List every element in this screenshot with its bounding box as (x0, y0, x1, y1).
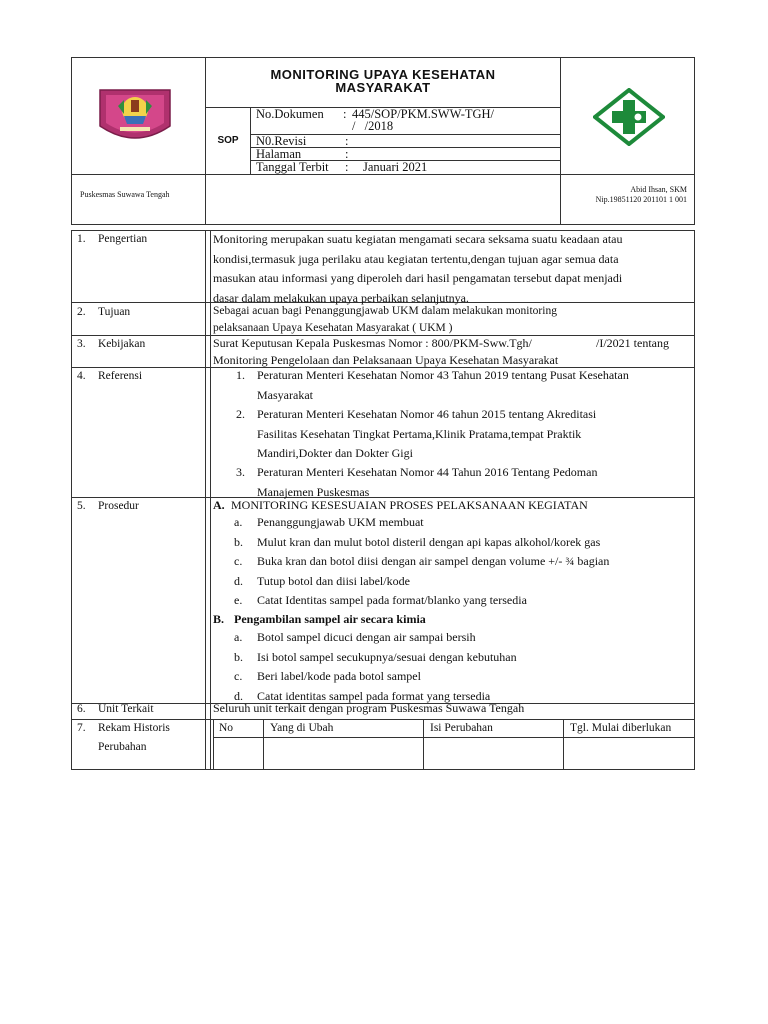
list-text: Mulut kran dan mulut botol disteril dengan api kapas alkohol/korek gas (257, 534, 601, 549)
list-text: Tutup botol dan diisi label/kode (257, 573, 410, 588)
referensi-item (257, 366, 629, 405)
text-line: pelaksanaan Upaya Kesehatan Masyarakat ( UKM ) (213, 322, 453, 334)
label-line: Rekam Historis (98, 722, 170, 734)
text-line: Peraturan Menteri Kesehatan Nomor 46 tahun 2015 tentang Akreditasi (257, 407, 597, 421)
section-b-list (234, 628, 517, 706)
revision-label: N0.Revisi (256, 134, 307, 148)
row-number: 5. (77, 500, 86, 512)
organization-name: Puskesmas Suwawa Tengah (80, 190, 170, 199)
doc-number-value: 445/SOP/PKM.SWW-TGH/ (352, 107, 495, 121)
title-line-1: MONITORING UPAYA KESEHATAN (270, 67, 496, 82)
referensi-item-number: 2. (236, 407, 245, 421)
puskesmas-cross-logo (593, 88, 665, 146)
list-text: Buka kran dan botol diisi dengan air sampel dengan volume +/- ¾ bagian (257, 554, 610, 568)
list-item (234, 552, 610, 572)
text-line: Mandiri,Dokter dan Dokter Gigi (257, 446, 413, 460)
list-item (234, 628, 476, 648)
text-line: Masyarakat (257, 387, 313, 402)
regency-emblem-logo (96, 86, 174, 146)
row-number: 6. (77, 703, 86, 715)
page-sep: : (345, 147, 349, 161)
list-letter: d. (234, 573, 243, 588)
title-line-2: MASYARAKAT (335, 80, 431, 95)
kebijakan-line-1b: /I/2021 tentang (596, 336, 669, 350)
list-item (234, 572, 410, 592)
list-letter: c. (234, 554, 243, 568)
history-col-header: Tgl. Mulai diberlukan (570, 722, 672, 734)
text-line: Peraturan Menteri Kesehatan Nomor 44 Tahun 2016 Tentang Pedoman (257, 465, 598, 479)
list-letter: c. (234, 669, 243, 683)
row-label-tujuan: Tujuan (98, 306, 131, 318)
doc-number-label: No.Dokumen (256, 107, 324, 121)
list-text: Botol sampel dicuci dengan air sampai bersih (257, 630, 476, 644)
label-line: Perubahan (98, 741, 147, 753)
row-label-pengertian: Pengertian (98, 233, 148, 245)
list-letter: e. (234, 593, 243, 607)
row-number: 7. (77, 722, 86, 734)
list-text: Beri label/kode pada botol sampel (257, 669, 421, 683)
issue-date-sep: : (345, 160, 349, 174)
signer-name: Abid Ihsan, SKM (630, 185, 687, 194)
text-line: dasar dalam melakukan upaya perbaikan selanjutnya. (213, 290, 469, 305)
history-col-header: Yang di Ubah (270, 722, 334, 734)
text-line: Sebagai acuan bagi Penanggungjawab UKM dalam melakukan monitoring (213, 305, 557, 317)
row-number: 2. (77, 306, 86, 318)
row-label-prosedur: Prosedur (98, 500, 139, 512)
list-item (234, 533, 601, 553)
document-title (206, 68, 560, 94)
list-text: Penanggungjawab UKM membuat (257, 515, 424, 529)
pengertian-text (213, 230, 623, 308)
list-letter: a. (234, 515, 243, 529)
revision-sep: : (345, 134, 349, 148)
kebijakan-line-2: Monitoring Pengelolaan dan Pelaksanaan Upaya Kesehatan Masyarakat (213, 353, 559, 367)
history-col-header: Isi Perubahan (430, 722, 493, 734)
text-line: kondisi,termasuk juga perilaku atau kegiatan tertentu,dengan tujuan agar semua data (213, 251, 619, 266)
referensi-item-number: 3. (236, 465, 245, 479)
doc-number-row (256, 107, 495, 121)
unit-terkait-text: Seluruh unit terkait dengan program Puskesmas Suwawa Tengah (213, 701, 525, 715)
section-b-letter: B. (213, 612, 225, 626)
list-item (234, 513, 424, 533)
row-number: 3. (77, 338, 86, 350)
referensi-item-number: 1. (236, 368, 245, 382)
row-label-kebijakan: Kebijakan (98, 338, 146, 350)
list-text: Catat identitas sampel pada format yang tersedia (257, 688, 491, 703)
referensi-item (257, 405, 596, 464)
text-line: Monitoring merupakan suatu kegiatan mengamati secara seksama suatu keadaan atau (213, 232, 623, 246)
row-label-rekam-historis (98, 719, 170, 757)
list-text: Isi botol sampel secukupnya/sesuai dengan kebutuhan (257, 649, 517, 664)
history-col-header: No (219, 722, 234, 734)
row-number: 4. (77, 370, 86, 382)
row-number: 1. (77, 233, 86, 245)
section-a-title: MONITORING KESESUAIAN PROSES PELAKSANAAN KEGIATAN (231, 498, 588, 512)
list-letter: a. (234, 630, 243, 644)
list-text: Catat Identitas sampel pada format/blanko yang tersedia (257, 593, 527, 607)
list-letter: b. (234, 534, 243, 549)
list-letter: d. (234, 688, 243, 703)
sop-label: SOP (217, 135, 239, 146)
tujuan-text (213, 302, 557, 338)
list-item (234, 667, 421, 687)
doc-number-value-line2: / /2018 (352, 119, 394, 133)
page-label: Halaman (256, 147, 302, 161)
issue-date-row (256, 160, 428, 174)
row-label-referensi: Referensi (98, 370, 143, 382)
text-line: Peraturan Menteri Kesehatan Nomor 43 Tahun 2019 tentang Pusat Kesehatan (257, 368, 629, 382)
text-line: Fasilitas Kesehatan Tingkat Pertama,Klinik Pratama,tempat Praktik (257, 426, 582, 441)
section-a-letter: A. (213, 498, 225, 512)
row-label-unit-terkait: Unit Terkait (98, 703, 154, 715)
doc-number-sep: : (343, 107, 347, 121)
section-a-list (234, 513, 610, 611)
issue-date-label: Tanggal Terbit (256, 160, 329, 174)
text-line: Manajemen Puskesmas (257, 484, 370, 499)
list-letter: b. (234, 649, 243, 664)
section-b-title: Pengambilan sampel air secara kimia (234, 612, 426, 626)
text-line: masukan atau informasi yang diperoleh dari hasil pengamatan tersebut dapat menjadi (213, 271, 623, 285)
signer-nip: Nip.19851120 201101 1 001 (595, 195, 687, 204)
kebijakan-line-1a: Surat Keputusan Kepala Puskesmas Nomor : 800/PKM-Sww.Tgh/ (213, 336, 532, 350)
issue-date-value: Januari 2021 (363, 160, 428, 174)
list-item (234, 591, 527, 611)
list-item (234, 648, 517, 668)
